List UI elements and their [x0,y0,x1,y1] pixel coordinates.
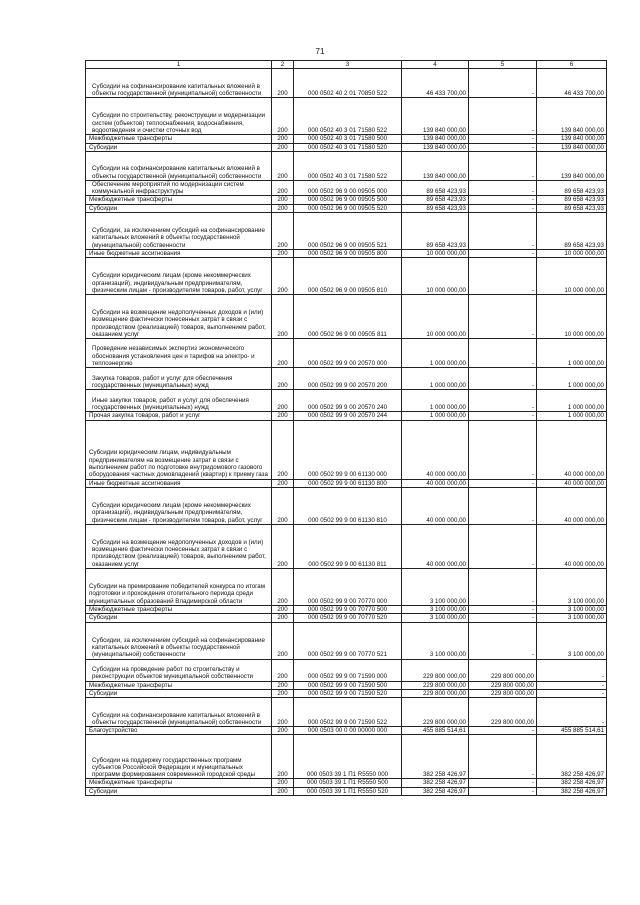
column-6-cell: 10 000 000,00 [537,258,607,295]
line-code-cell: 200 [272,258,294,295]
column-6-cell: 139 840 000,00 [537,135,607,143]
description-cell: Субсидии на возмещение недополученных доходов и (или) возмещение фактически понесенных затрат в связи с производством (реализацией) товаров, выполнением работ, оказанием услуг [86,295,272,339]
line-code-cell: 200 [272,622,294,659]
column-6-cell: 455 885 514,61 [537,727,607,735]
table-body [86,61,607,796]
description-cell: Проведение независимых экспертиз экономического обоснования установления цен и тарифов на электро- и теплоэнергию [86,339,272,368]
column-5-cell: - [469,787,537,795]
line-code-cell: 200 [272,779,294,787]
approved-amount-cell: 40 000 000,00 [402,420,469,479]
description-cell: Субсидии на проведение работ по строительству и реконструкции объектов муниципальной собственности [86,659,272,681]
column-6-cell: 40 000 000,00 [537,524,607,568]
approved-amount-cell: 139 840 000,00 [402,151,469,180]
table-row [86,69,607,98]
line-code-cell: 200 [272,213,294,250]
column-5-cell: 229 800 000,00 [469,698,537,727]
column-5-cell: - [469,143,537,151]
column-5-cell: - [469,204,537,212]
budget-code-cell: 000 0502 40 2 01 70850 522 [294,69,402,98]
column-5-cell: - [469,735,537,779]
description-cell: Субсидии по строительству, реконструкции и модернизации систем (объектов) теплоснабжения, водоснабжения, водоотведения и очистки сточных вод [86,98,272,135]
table-row [86,568,607,605]
budget-code-cell: 000 0502 99 9 00 71590 000 [294,659,402,681]
line-code-cell: 200 [272,135,294,143]
column-5-cell: 229 800 000,00 [469,681,537,689]
budget-code-cell: 000 0502 99 9 00 71590 520 [294,689,402,697]
column-5-cell: - [469,390,537,412]
column-6-cell: 40 000 000,00 [537,487,607,524]
approved-amount-cell: 229 800 000,00 [402,698,469,727]
description-cell: Закупка товаров, работ и услуг для обеспечения государственных (муниципальных) нужд [86,368,272,390]
description-cell: Субсидии на поддержку государственных программ субъектов Российской Федерации и муниципальных программ формирования современной городской среды [86,735,272,779]
line-code-cell: 200 [272,196,294,204]
description-cell: Иные бюджетные ассигнования [86,250,272,258]
budget-code-cell: 000 0502 40 3 01 71580 522 [294,151,402,180]
line-code-cell: 200 [272,787,294,795]
budget-code-cell: 000 0502 99 9 00 20570 244 [294,412,402,420]
approved-amount-cell: 3 100 000,00 [402,622,469,659]
table-row [86,622,607,659]
line-code-cell: 200 [272,204,294,212]
table-row [86,524,607,568]
column-6-cell: 10 000 000,00 [537,295,607,339]
table-row [86,390,607,412]
column-5-cell: - [469,258,537,295]
budget-code-cell: 000 0503 00 0 00 00000 000 [294,727,402,735]
budget-code-cell: 000 0502 99 9 00 20570 200 [294,368,402,390]
budget-code-cell: 000 0502 96 9 00 09505 811 [294,295,402,339]
budget-code-cell: 000 0502 99 9 00 70770 520 [294,614,402,622]
table-row [86,412,607,420]
column-5-cell: - [469,69,537,98]
column-6-cell: 3 100 000,00 [537,614,607,622]
column-5-cell: - [469,727,537,735]
table-row [86,614,607,622]
line-code-cell: 200 [272,681,294,689]
table-row [86,213,607,250]
budget-code-cell: 000 0502 96 9 00 09505 520 [294,204,402,212]
column-6-cell: 382 258 426,97 [537,779,607,787]
column-5-cell: - [469,196,537,204]
column-5-cell: - [469,605,537,613]
table-row [86,727,607,735]
approved-amount-cell: 229 800 000,00 [402,689,469,697]
column-5-cell: - [469,250,537,258]
description-cell: Межбюджетные трансферты [86,681,272,689]
column-5-cell: - [469,779,537,787]
header-col-5: 5 [469,61,537,69]
column-5-cell: - [469,295,537,339]
table-row [86,689,607,697]
approved-amount-cell: 455 885 514,61 [402,727,469,735]
column-6-cell: 139 840 000,00 [537,151,607,180]
line-code-cell: 200 [272,412,294,420]
approved-amount-cell: 1 000 000,00 [402,390,469,412]
column-6-cell: 89 658 423,93 [537,196,607,204]
description-cell: Субсидии на возмещение недополученных доходов и (или) возмещение фактически понесенных затрат в связи с производством (реализацией) товаров, выполнением работ, оказанием услуг [86,524,272,568]
approved-amount-cell: 229 800 000,00 [402,681,469,689]
line-code-cell: 200 [272,479,294,487]
approved-amount-cell: 10 000 000,00 [402,295,469,339]
approved-amount-cell: 382 258 426,97 [402,787,469,795]
column-5-cell: - [469,420,537,479]
header-col-6: 6 [537,61,607,69]
header-row [86,61,607,69]
column-6-cell: - [537,681,607,689]
approved-amount-cell: 139 840 000,00 [402,135,469,143]
column-6-cell: 382 258 426,97 [537,787,607,795]
description-cell: Межбюджетные трансферты [86,779,272,787]
description-cell: Субсидии юридическим лицам (кроме некоммерческих организаций), индивидуальным предпринимателям, физическим лицам - производителям товаров, работ, услуг [86,258,272,295]
line-code-cell: 200 [272,390,294,412]
approved-amount-cell: 382 258 426,97 [402,779,469,787]
budget-code-cell: 000 0502 96 9 00 09505 810 [294,258,402,295]
column-5-cell: - [469,479,537,487]
description-cell: Межбюджетные трансферты [86,605,272,613]
column-6-cell: - [537,659,607,681]
table-row [86,735,607,779]
line-code-cell: 200 [272,689,294,697]
column-5-cell: - [469,614,537,622]
budget-code-cell: 000 0502 40 3 01 71580 522 [294,98,402,135]
line-code-cell: 200 [272,568,294,605]
budget-code-cell: 000 0502 96 9 00 09505 000 [294,180,402,196]
approved-amount-cell: 382 258 426,97 [402,735,469,779]
approved-amount-cell: 3 100 000,00 [402,614,469,622]
line-code-cell: 200 [272,339,294,368]
budget-code-cell: 000 0502 40 3 01 71580 500 [294,135,402,143]
table-row [86,479,607,487]
approved-amount-cell: 46 433 700,00 [402,69,469,98]
budget-code-cell: 000 0502 99 9 00 61130 000 [294,420,402,479]
column-6-cell: 3 100 000,00 [537,622,607,659]
column-6-cell: 3 100 000,00 [537,605,607,613]
column-5-cell: - [469,98,537,135]
column-6-cell: - [537,698,607,727]
column-6-cell: 3 100 000,00 [537,568,607,605]
description-cell: Субсидии, за исключением субсидий на софинансирование капитальных вложений в объекты государственной (муниципальной) собственности [86,622,272,659]
description-cell: Субсидии, за исключением субсидий на софинансирование капитальных вложений в объекты государственной (муниципальной) собственности [86,213,272,250]
description-cell: Межбюджетные трансферты [86,135,272,143]
line-code-cell: 200 [272,698,294,727]
column-5-cell: - [469,487,537,524]
line-code-cell: 200 [272,151,294,180]
column-6-cell: 89 658 423,93 [537,180,607,196]
line-code-cell: 200 [272,735,294,779]
description-cell: Иные закупки товаров, работ и услуг для обеспечения государственных (муниципальных) нужд [86,390,272,412]
column-6-cell: 1 000 000,00 [537,339,607,368]
column-6-cell: 139 840 000,00 [537,143,607,151]
line-code-cell: 200 [272,487,294,524]
header-col-3: 3 [294,61,402,69]
budget-code-cell: 000 0502 96 9 00 09505 521 [294,213,402,250]
description-cell: Прочая закупка товаров, работ и услуг [86,412,272,420]
budget-code-cell: 000 0502 99 9 00 71590 500 [294,681,402,689]
table-row [86,98,607,135]
approved-amount-cell: 40 000 000,00 [402,487,469,524]
column-6-cell: 1 000 000,00 [537,412,607,420]
line-code-cell: 200 [272,368,294,390]
line-code-cell: 200 [272,614,294,622]
line-code-cell: 200 [272,659,294,681]
approved-amount-cell: 139 840 000,00 [402,98,469,135]
column-5-cell: 229 800 000,00 [469,689,537,697]
description-cell: Субсидии на премирование победителей конкурса по итогам подготовки и прохождения отопительного периода среди муниципальных образований Владимирской области [86,568,272,605]
table-row [86,204,607,212]
column-6-cell: - [537,689,607,697]
table-row [86,295,607,339]
description-cell: Субсидии на софинансирование капитальных вложений в объекты государственной (муниципальной) собственности [86,69,272,98]
approved-amount-cell: 3 100 000,00 [402,605,469,613]
approved-amount-cell: 40 000 000,00 [402,479,469,487]
budget-code-cell: 000 0502 99 9 00 20570 240 [294,390,402,412]
column-5-cell: - [469,135,537,143]
table-row [86,698,607,727]
description-cell: Межбюджетные трансферты [86,196,272,204]
line-code-cell: 200 [272,727,294,735]
approved-amount-cell: 10 000 000,00 [402,250,469,258]
column-6-cell: 46 433 700,00 [537,69,607,98]
budget-code-cell: 000 0502 99 9 00 61130 810 [294,487,402,524]
budget-code-cell: 000 0502 99 9 00 61130 800 [294,479,402,487]
table-row [86,135,607,143]
column-6-cell: 89 658 423,93 [537,204,607,212]
column-6-cell: 382 258 426,97 [537,735,607,779]
line-code-cell: 200 [272,69,294,98]
line-code-cell: 200 [272,250,294,258]
approved-amount-cell: 89 658 423,93 [402,204,469,212]
column-6-cell: 89 658 423,93 [537,213,607,250]
budget-code-cell: 000 0502 96 9 00 09505 500 [294,196,402,204]
column-5-cell: - [469,568,537,605]
approved-amount-cell: 3 100 000,00 [402,568,469,605]
budget-table [85,60,607,796]
description-cell: Обеспечение мероприятий по модернизации систем коммунальной инфраструктуры [86,180,272,196]
budget-code-cell: 000 0502 99 9 00 61130 811 [294,524,402,568]
column-5-cell: 229 800 000,00 [469,659,537,681]
approved-amount-cell: 1 000 000,00 [402,412,469,420]
column-5-cell: - [469,213,537,250]
page-number: 71 [315,47,325,56]
table-row [86,420,607,479]
table-row [86,196,607,204]
line-code-cell: 200 [272,143,294,151]
header-col-1: 1 [86,61,272,69]
budget-code-cell: 000 0502 40 3 01 71580 520 [294,143,402,151]
table-row [86,151,607,180]
approved-amount-cell: 229 800 000,00 [402,659,469,681]
table-row [86,339,607,368]
description-cell: Субсидии на софинансирование капитальных вложений в объекты государственной (муниципальной) собственности [86,698,272,727]
line-code-cell: 200 [272,98,294,135]
description-cell: Субсидии юридическим лицам (кроме некоммерческих организаций), индивидуальным предпринимателям, физическим лицам - производителям товаров, работ, услуг [86,487,272,524]
column-5-cell: - [469,412,537,420]
approved-amount-cell: 139 840 000,00 [402,143,469,151]
approved-amount-cell: 1 000 000,00 [402,339,469,368]
budget-code-cell: 000 0502 99 9 00 70770 521 [294,622,402,659]
column-6-cell: 1 000 000,00 [537,368,607,390]
column-5-cell: - [469,368,537,390]
table-row [86,605,607,613]
description-cell: Субсидии юридическим лицам, индивидуальным предпринимателям на возмещение затрат в связи с выполнением работ по подготовке внутридомового газового оборудования частных домовладений (квартир) к приему газа [86,420,272,479]
budget-code-cell: 000 0502 99 9 00 70770 500 [294,605,402,613]
approved-amount-cell: 89 658 423,93 [402,196,469,204]
table-row [86,143,607,151]
column-5-cell: - [469,339,537,368]
approved-amount-cell: 89 658 423,93 [402,180,469,196]
column-6-cell: 139 840 000,00 [537,98,607,135]
approved-amount-cell: 1 000 000,00 [402,368,469,390]
budget-code-cell: 000 0503 39 1 П1 R5550 520 [294,787,402,795]
line-code-cell: 200 [272,180,294,196]
budget-code-cell: 000 0502 96 9 00 09505 800 [294,250,402,258]
approved-amount-cell: 10 000 000,00 [402,258,469,295]
budget-code-cell: 000 0503 39 1 П1 R5550 500 [294,779,402,787]
header-col-2: 2 [272,61,294,69]
column-5-cell: - [469,151,537,180]
line-code-cell: 200 [272,605,294,613]
column-5-cell: - [469,622,537,659]
column-6-cell: 40 000 000,00 [537,420,607,479]
column-6-cell: 10 000 000,00 [537,250,607,258]
table-row [86,368,607,390]
table-row [86,787,607,795]
description-cell: Иные бюджетные ассигнования [86,479,272,487]
approved-amount-cell: 40 000 000,00 [402,524,469,568]
budget-code-cell: 000 0502 99 9 00 20570 000 [294,339,402,368]
line-code-cell: 200 [272,420,294,479]
table-row [86,779,607,787]
budget-code-cell: 000 0503 39 1 П1 R5550 000 [294,735,402,779]
description-cell: Субсидии [86,689,272,697]
line-code-cell: 200 [272,524,294,568]
table-row [86,180,607,196]
approved-amount-cell: 89 658 423,93 [402,213,469,250]
description-cell: Субсидии [86,787,272,795]
line-code-cell: 200 [272,295,294,339]
description-cell: Субсидии [86,614,272,622]
column-6-cell: 1 000 000,00 [537,390,607,412]
description-cell: Благоустройство [86,727,272,735]
budget-code-cell: 000 0502 99 9 00 71590 522 [294,698,402,727]
table-row [86,487,607,524]
table-row [86,258,607,295]
column-6-cell: 40 000 000,00 [537,479,607,487]
budget-code-cell: 000 0502 99 9 00 70770 000 [294,568,402,605]
table-row [86,659,607,681]
column-5-cell: - [469,524,537,568]
column-5-cell: - [469,180,537,196]
table-row [86,250,607,258]
table-row [86,681,607,689]
description-cell: Субсидии на софинансирование капитальных вложений в объекты государственной (муниципальной) собственности [86,151,272,180]
description-cell: Субсидии [86,204,272,212]
description-cell: Субсидии [86,143,272,151]
header-col-4: 4 [402,61,469,69]
